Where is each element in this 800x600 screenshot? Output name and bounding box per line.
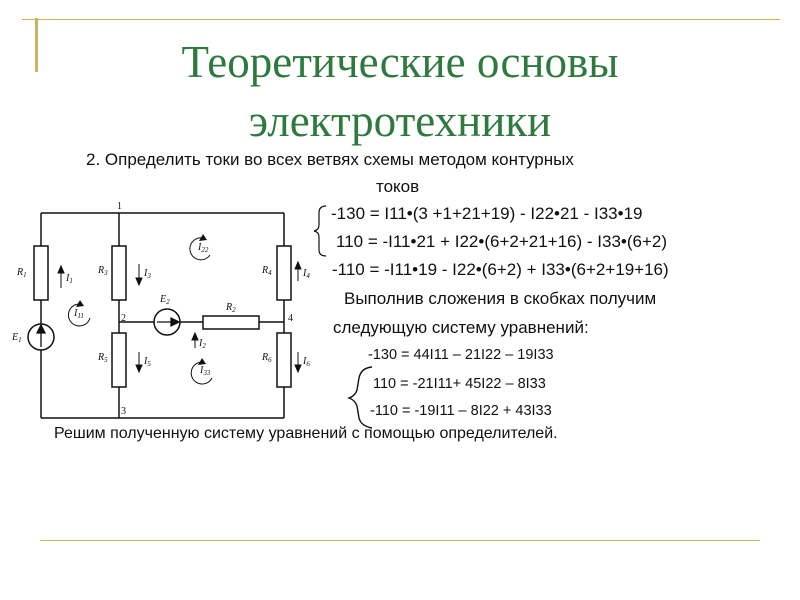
node-1-label: 1 xyxy=(117,201,122,212)
contour-equation-2: 110 = -I11•21 + I22•(6+2+21+16) - I33•(6+2) xyxy=(336,232,668,251)
resistor-r3 xyxy=(112,246,126,300)
node-2-label: 2 xyxy=(121,313,126,324)
resistor-r1 xyxy=(34,246,48,300)
resistor-r2 xyxy=(203,316,259,329)
r2-label: $R_2$ xyxy=(226,302,236,314)
i4-label: $I_4$ xyxy=(303,268,310,280)
system-equation-1: -130 = 44I11 – 21I22 – 19I33 xyxy=(368,347,554,363)
i5-label: $I_5$ xyxy=(144,356,151,368)
explain-line2: следующую систему уравнений: xyxy=(333,318,589,337)
r4-label: $R_4$ xyxy=(262,265,272,277)
task-text-line1: 2. Определить токи во всех ветвях схемы методом контурных xyxy=(86,150,574,169)
system-equation-2: 110 = -21I11+ 45I22 – 8I33 xyxy=(373,376,546,392)
i1-label: $I_1$ xyxy=(66,273,73,285)
node-4-label: 4 xyxy=(288,313,293,324)
e2-label: $E_2$ xyxy=(160,294,170,306)
resistor-r4 xyxy=(277,246,291,300)
task-text-line2: токов xyxy=(376,177,420,196)
i3-label: $I_3$ xyxy=(144,268,151,280)
i2-label: $I_2$ xyxy=(199,338,206,350)
i22-label: $I_{22}$ xyxy=(198,242,209,254)
e1-label: $E_1$ xyxy=(12,332,22,344)
i33-label: $I_{33}$ xyxy=(200,365,211,377)
r1-label: $R_1$ xyxy=(17,267,27,279)
node-3-label: 3 xyxy=(121,406,126,417)
resistor-r5 xyxy=(112,333,126,387)
r3-label: $R_3$ xyxy=(98,265,108,277)
contour-equation-1: -130 = I11•(3 +1+21+19) - I22•21 - I33•19 xyxy=(331,204,643,223)
i6-label: $I_6$ xyxy=(303,356,310,368)
slide-title-line2: электротехники xyxy=(248,96,552,146)
conclusion-text: Решим полученную систему уравнений с помощью определителей. xyxy=(54,425,558,442)
contour-equation-3: -110 = -I11•19 - I22•(6+2) + I33•(6+2+19+16) xyxy=(332,260,669,279)
r6-label: $R_6$ xyxy=(262,352,272,364)
r5-label: $R_5$ xyxy=(98,352,108,364)
i11-label: $I_{11}$ xyxy=(74,308,84,320)
explain-line1: Выполнив сложения в скобках получим xyxy=(344,289,657,308)
system-equation-3: -110 = -19I11 – 8I22 + 43I33 xyxy=(370,403,552,419)
slide-title-line1: Теоретические основы xyxy=(181,37,619,87)
resistor-r6 xyxy=(277,333,291,387)
